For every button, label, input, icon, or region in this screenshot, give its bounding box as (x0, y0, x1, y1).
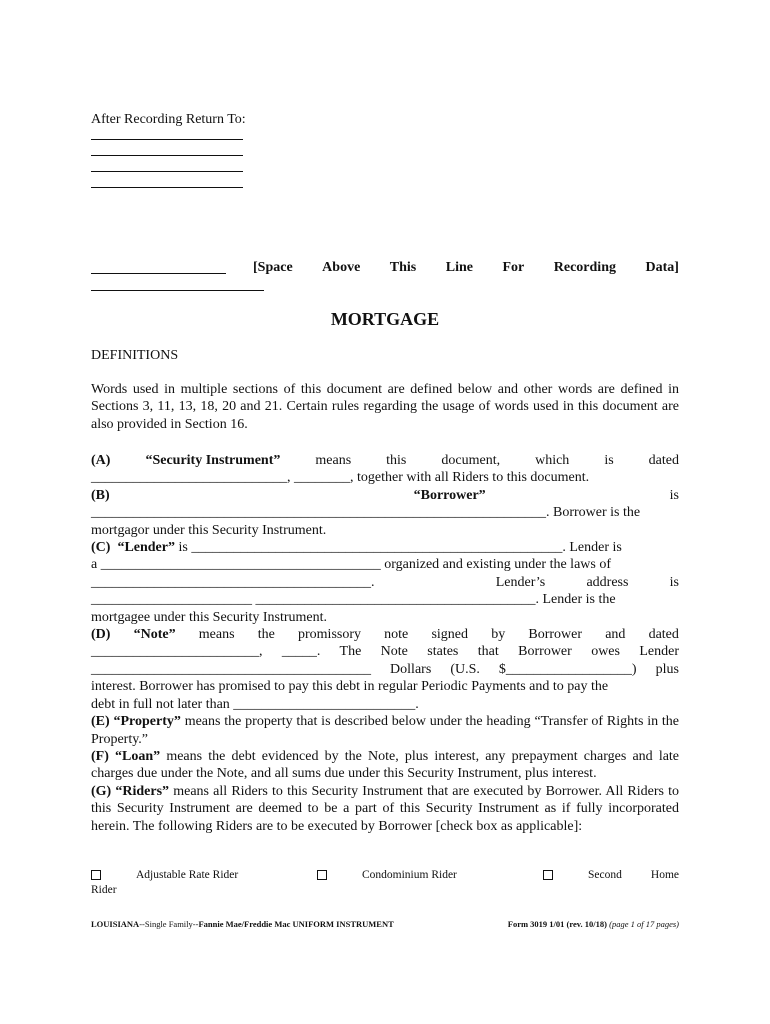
space-above-line (253, 259, 679, 276)
def-c-line-2: a ________________________________________ organized and existing under the laws of (91, 557, 612, 573)
space-word: This (389, 260, 417, 275)
def-c-line-4: _______________________ ________________________________________. Lender is the (91, 592, 616, 608)
def-g-label: (G) (91, 783, 112, 799)
def-c-word: Lender’s (495, 574, 546, 590)
def-a-word: dated (648, 453, 679, 468)
adjustable-rate-rider-label: Adjustable Rate Rider (136, 869, 239, 881)
def-d-line-5: debt in full not later than __________________________. (91, 696, 419, 712)
space-above-blank-2 (91, 290, 264, 291)
second-home-rider-label-1: Second (588, 869, 622, 881)
return-to-label: After Recording Return To: (91, 112, 246, 127)
condominium-rider-checkbox[interactable] (317, 870, 327, 880)
def-e-term: “Property” (113, 714, 181, 730)
def-b-is: is (669, 487, 679, 503)
return-to-line-3 (91, 171, 243, 172)
def-d-word: promissory (298, 627, 361, 643)
def-f-term: “Loan” (115, 748, 161, 764)
space-above-blank (91, 273, 226, 274)
riders-checklist (91, 867, 679, 899)
def-b-label: (B) (91, 487, 110, 503)
def-b-term: “Borrower” (413, 487, 486, 503)
def-a-word: is (604, 453, 614, 468)
def-a-word: which (535, 453, 570, 468)
def-f-text: means the debt evidenced by the Note, plus interest, any prepayment charges and late charges due under the Note, and all sums due under this Security Instrument, plus interest. (91, 748, 680, 782)
definition-f (91, 748, 679, 783)
def-d-word: the (257, 627, 275, 643)
return-to-line-1 (91, 139, 243, 140)
def-e-text: means the property that is described below under the heading “Transfer of Rights in the Property.” (91, 714, 680, 747)
return-to-line-4 (91, 187, 243, 188)
space-word: [Space (253, 260, 293, 275)
space-word: Recording (553, 260, 616, 275)
footer-family: --Single Family-- (139, 919, 199, 929)
form-footer (91, 919, 679, 929)
def-g-term: “Riders” (115, 783, 170, 799)
def-f-label: (F) (91, 748, 109, 764)
footer-instrument (91, 919, 394, 929)
def-a-word: document, (441, 453, 501, 468)
def-a-word: this (386, 453, 407, 468)
condominium-rider-label: Condominium Rider (362, 869, 457, 881)
definition-e (91, 713, 679, 748)
def-a-term: “Security Instrument” (145, 453, 281, 468)
second-home-rider-label-3: Rider (91, 884, 117, 896)
def-d-word: Borrower (528, 627, 583, 643)
def-b-line-3: mortgagor under this Security Instrument. (91, 522, 327, 538)
definitions-intro: Words used in multiple sections of this document are defined below and other words are defined in Sections 3, 11, 13, 18, 20 and 21. Certain rules regarding the usage of words used in this document are also provided in Section 16. (91, 382, 679, 432)
def-e-label: (E) (91, 714, 110, 730)
def-a-line-2: ____________________________, ________, together with all Riders to this document. (91, 470, 590, 486)
space-word: Data] (645, 260, 679, 275)
footer-uniform: Fannie Mae/Freddie Mac UNIFORM INSTRUMENT (198, 919, 394, 929)
def-d-word: signed (431, 627, 469, 643)
def-c-word: address (586, 574, 629, 590)
adjustable-rate-rider-checkbox[interactable] (91, 870, 101, 880)
return-to-block (91, 111, 679, 128)
space-word: For (502, 260, 525, 275)
definition-g (91, 783, 679, 835)
def-d-word: means (198, 627, 235, 643)
footer-state: LOUISIANA (91, 919, 140, 929)
def-a-label: (A) (91, 453, 111, 468)
def-d-word: and (605, 627, 626, 643)
second-home-rider-checkbox[interactable] (543, 870, 553, 880)
def-c-line-3a: ________________________________________. (91, 574, 375, 590)
def-d-word: note (384, 627, 409, 643)
def-b-line-2: _________________________________________________________________. Borrower is the (91, 505, 641, 521)
def-a-word: means (315, 453, 352, 468)
return-to-line-2 (91, 155, 243, 156)
def-g-text: means all Riders to this Security Instrument that are executed by Borrower. All Riders to this Security Instrument are deemed to be a part of this Security Instrument as if fully incorporated herein. The following Riders are to be executed by Borrower [check box as applicable]: (91, 783, 680, 834)
def-c-line-1: is _____________________________________________________. Lender is (178, 540, 622, 556)
def-d-word: dated (648, 627, 679, 643)
footer-page: (page 1 of 17 pages) (609, 919, 679, 929)
def-c-word: is (669, 574, 679, 590)
document-title: MORTGAGE (330, 309, 440, 329)
footer-form-info (508, 919, 679, 929)
def-c-term: “Lender” (117, 540, 175, 556)
space-word: Above (322, 260, 361, 275)
def-d-line-4: interest. Borrower has promised to pay this debt in regular Periodic Payments and to pay the (91, 679, 609, 695)
def-d-term: “Note” (133, 627, 176, 643)
definition-a (91, 452, 679, 835)
def-d-word: by (491, 627, 506, 643)
def-c-line-5: mortgagee under this Security Instrument. (91, 609, 327, 625)
space-word: Line (445, 260, 473, 275)
footer-form: Form 3019 1/01 (rev. 10/18) (507, 919, 607, 929)
def-d-line-3: ________________________________________ Dollars (U.S. $__________________) plus (91, 661, 679, 677)
def-d-line-2: ________________________, _____. The Note states that Borrower owes Lender (91, 644, 679, 660)
definitions-heading: DEFINITIONS (91, 348, 179, 363)
second-home-rider-label-2: Home (650, 869, 679, 881)
def-d-label: (D) (91, 627, 111, 643)
def-c-label: (C) (91, 540, 111, 556)
